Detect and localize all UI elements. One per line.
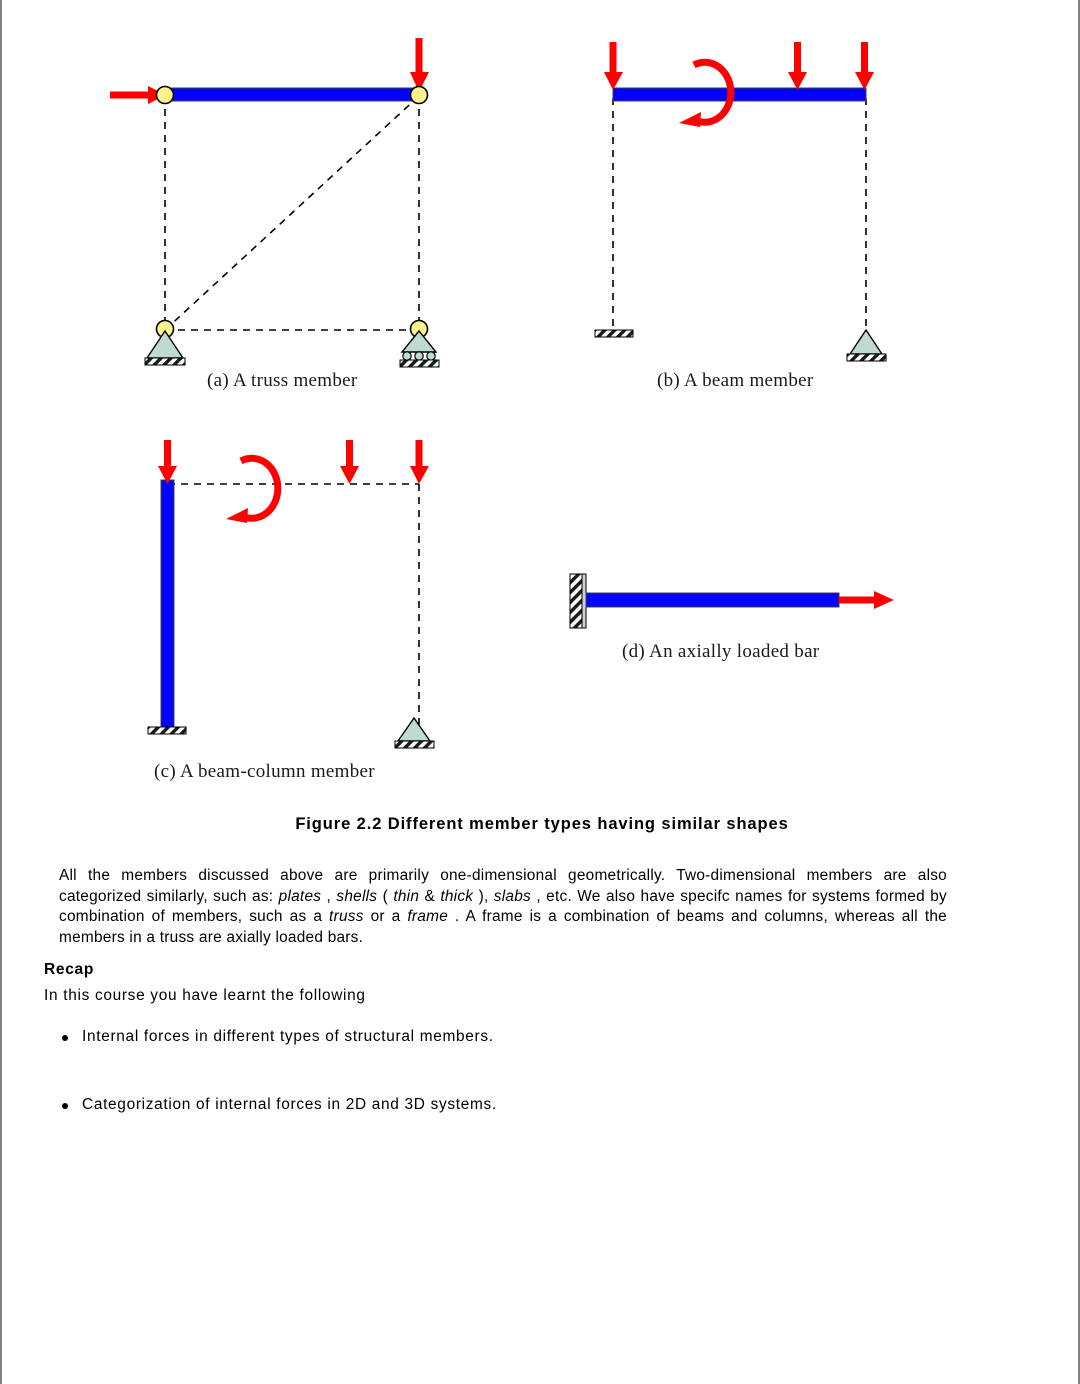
recap-bullet-item	[62, 1096, 497, 1114]
beam-ground-support	[595, 330, 633, 337]
body-text-run: All the members discussed above are primarily one-dimensional geometrically. Two-dimensional members are also categorized similarly, such as:	[59, 867, 947, 905]
axial-load-arrow	[839, 591, 894, 609]
truss-dashed-geometry	[165, 96, 419, 330]
body-text-run: (	[377, 887, 394, 905]
beamcolumn-load-arrow-3	[410, 440, 429, 484]
recap-subheading: In this course you have learnt the following	[44, 987, 366, 1004]
beamcolumn-load-arrow-2	[340, 440, 359, 484]
beam-load-arrow-2	[788, 42, 807, 90]
recap-bullet-item	[62, 1028, 494, 1046]
beamcolumn-moment-arrow	[226, 458, 278, 523]
panel-b-beam-member	[595, 42, 886, 361]
beamcolumn-load-arrow-1	[158, 440, 177, 484]
beam-pin-support	[847, 330, 886, 361]
truss-pin-support	[145, 331, 185, 365]
emphasised-term: slabs	[493, 887, 531, 905]
truss-node-top-right	[411, 87, 428, 104]
truss-vertical-load-arrow	[410, 38, 429, 92]
recap-bullet-text: Internal forces in different types of structural members.	[82, 1028, 494, 1045]
body-text-run: or a	[363, 908, 408, 925]
truss-roller-support	[400, 331, 439, 367]
recap-bullet-text: Categorization of internal forces in 2D and 3D systems.	[82, 1096, 497, 1113]
body-text-run: &	[419, 887, 441, 905]
body-text-run: , etc. We also have specifc names for systems formed by combination of members, such as a	[59, 887, 947, 925]
axial-fixed-wall	[570, 574, 586, 628]
emphasised-term: frame	[407, 908, 448, 925]
beamcolumn-ground-support	[148, 727, 186, 734]
bullet-dot-icon	[62, 1103, 68, 1109]
beam-dashed-legs	[613, 98, 866, 330]
figure-2-2-graphic	[2, 0, 1080, 800]
panel-a-caption: (a) A truss member	[207, 370, 358, 391]
panel-c-beam-column-member	[148, 440, 434, 748]
panel-b-caption: (b) A beam member	[657, 370, 814, 391]
panel-d-caption: (d) An axially loaded bar	[622, 641, 820, 662]
body-text-run: . A frame is a combination of beams and columns, whereas all the members in a truss are axially loaded bars.	[59, 908, 947, 946]
beamcolumn-dashed-geometry	[168, 484, 419, 726]
axial-member-bar	[586, 593, 839, 607]
panel-c-caption: (c) A beam-column member	[154, 761, 375, 782]
beam-member-bar	[613, 88, 866, 101]
emphasised-term: thick	[440, 887, 474, 905]
beam-load-arrow-3	[855, 42, 874, 90]
panel-a-truss-member	[110, 38, 439, 367]
recap-heading: Recap	[44, 961, 95, 978]
body-paragraph	[59, 866, 947, 948]
beamcolumn-pin-support	[395, 718, 434, 748]
figure-title: Figure 2.2 Different member types having similar shapes	[295, 815, 789, 833]
emphasised-term: thin	[393, 887, 420, 905]
body-text-run: ),	[473, 887, 494, 905]
truss-member-bar	[165, 88, 419, 101]
emphasised-term: plates	[278, 887, 322, 905]
beam-load-arrow-1	[604, 42, 623, 90]
emphasised-term: shells	[336, 887, 378, 905]
truss-node-top-left	[157, 87, 174, 104]
emphasised-term: truss	[329, 908, 364, 925]
body-text-run: ,	[321, 887, 337, 905]
panel-d-axially-loaded-bar	[570, 574, 894, 628]
bullet-dot-icon	[62, 1035, 68, 1041]
beamcolumn-member-bar	[161, 480, 174, 728]
